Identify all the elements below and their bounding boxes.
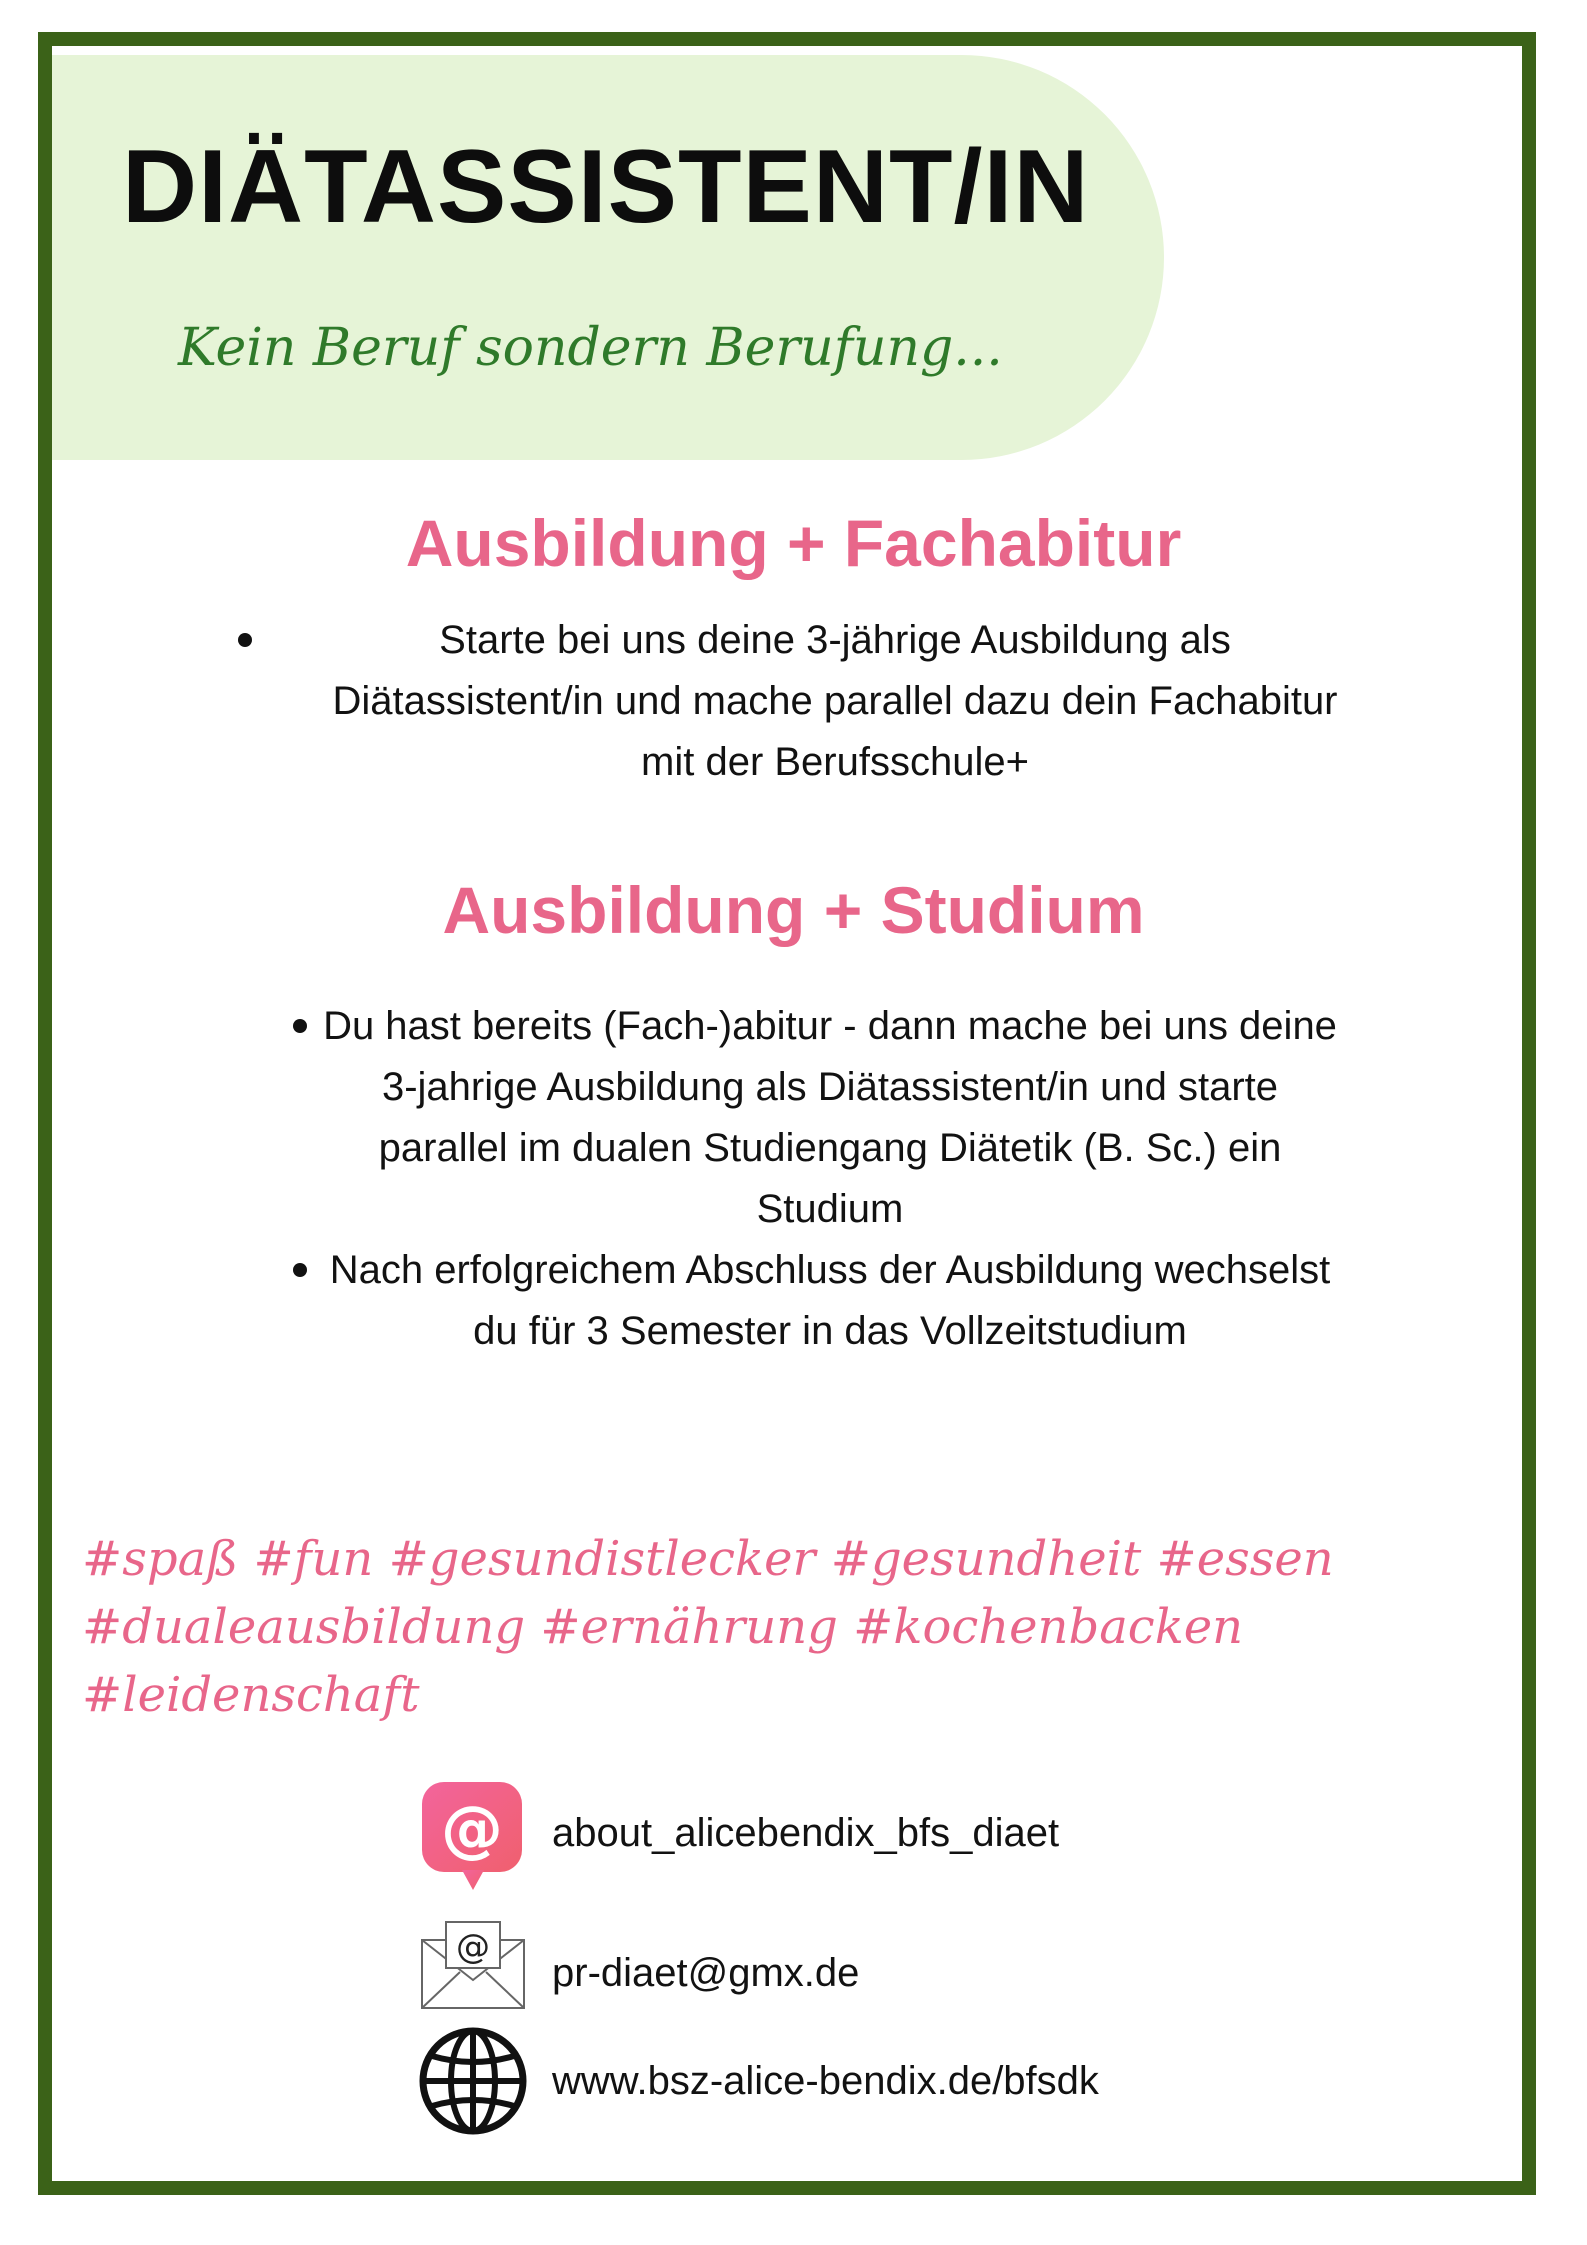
- bullet-text-fachabitur: Starte bei uns deine 3-jährige Ausbildung als Diätassistent/in und mache parallel dazu dein Fachabitur mit der Berufsschule+: [332, 618, 1338, 784]
- hashtag-line: #dualeausbildung #ernährung #kochenbacken #leidenschaft: [82, 1599, 1244, 1723]
- section-heading-studium: Ausbildung + Studium: [442, 873, 1145, 947]
- bullet-marker: [293, 1019, 307, 1033]
- page-title: DIÄTASSISTENT/IN: [122, 129, 1090, 245]
- email-address: pr-diaet@gmx.de: [552, 1950, 860, 1995]
- hashtag-line: #spaß #fun #gesundistlecker #gesundheit #essen: [82, 1531, 1334, 1587]
- contact-website[interactable]: [418, 2026, 1099, 2136]
- svg-text:@: @: [456, 1927, 490, 1967]
- tagline: Kein Beruf sondern Berufung...: [178, 318, 1003, 378]
- mail-envelope-icon: [418, 1918, 528, 2028]
- instagram-handle: about_alicebendix_bfs_diaet: [552, 1810, 1060, 1855]
- title-background: [52, 55, 1164, 460]
- section-heading-fachabitur: Ausbildung + Fachabitur: [405, 506, 1182, 580]
- bullet-text-studium-1: Du hast bereits (Fach-)abitur - dann mache bei uns deine 3-jahrige Ausbildung als Diätassistent/in und starte parallel im dualen Studiengang Diätetik (B. Sc.) ein Studium: [323, 1004, 1337, 1231]
- svg-text:@: @: [441, 1792, 503, 1865]
- at-chat-icon: [418, 1778, 528, 1888]
- globe-icon: [418, 2026, 528, 2136]
- bullet-text-studium-2: Nach erfolgreichem Abschluss der Ausbildung wechselst du für 3 Semester in das Vollzeitstudium: [329, 1248, 1331, 1353]
- website-url: www.bsz-alice-bendix.de/bfsdk: [552, 2058, 1099, 2103]
- contact-instagram[interactable]: [418, 1778, 1059, 1888]
- hashtag-block: [82, 1525, 1522, 1729]
- contact-email[interactable]: [418, 1918, 859, 2028]
- bullet-marker: [293, 1263, 307, 1277]
- bullet-marker: [238, 633, 252, 647]
